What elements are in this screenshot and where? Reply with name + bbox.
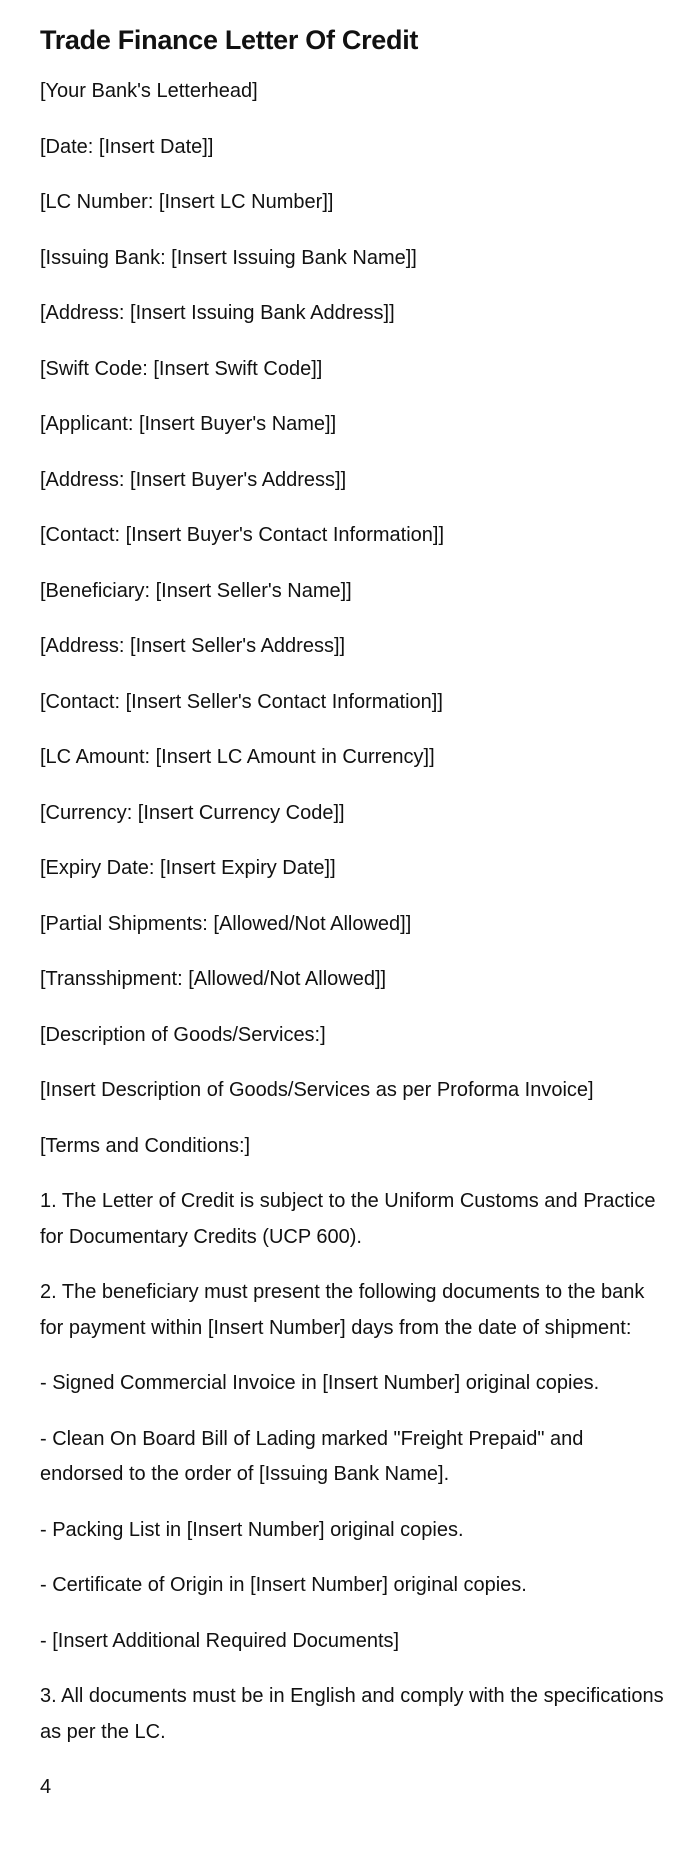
- term-2: 2. The beneficiary must present the following documents to the bank for payment within [Insert Number] days from the date of shipment:: [40, 1281, 645, 1339]
- letterhead-line: [Your Bank's Letterhead]: [40, 80, 258, 102]
- issuing-bank-line: [Issuing Bank: [Insert Issuing Bank Name]]: [40, 246, 417, 269]
- term-3: 3. All documents must be in English and comply with the specifications as per the LC.: [40, 1685, 664, 1743]
- issuing-bank-address-line: [Address: [Insert Issuing Bank Address]]: [40, 302, 395, 324]
- beneficiary-address-line: [Address: [Insert Seller's Address]]: [40, 635, 346, 657]
- document-item-packing-list: - Packing List in [Insert Number] original copies.: [40, 1518, 464, 1541]
- applicant-line: [Applicant: [Insert Buyer's Name]]: [40, 413, 337, 435]
- beneficiary-line: [Beneficiary: [Insert Seller's Name]]: [40, 579, 352, 602]
- term-1: 1. The Letter of Credit is subject to the Uniform Customs and Practice for Documentary Credits (UCP 600).: [40, 1190, 656, 1248]
- page-number: 4: [40, 1776, 52, 1798]
- applicant-address-line: [Address: [Insert Buyer's Address]]: [40, 468, 347, 491]
- document-item-additional: - [Insert Additional Required Documents]: [40, 1629, 400, 1652]
- document-page: [40, 20, 665, 1805]
- lc-number-line: [LC Number: [Insert LC Number]]: [40, 191, 334, 213]
- goods-description-heading: [Description of Goods/Services:]: [40, 1023, 326, 1046]
- beneficiary-contact-line: [Contact: [Insert Seller's Contact Information]]: [40, 690, 443, 713]
- goods-description-line: [Insert Description of Goods/Services as per Proforma Invoice]: [40, 1079, 594, 1101]
- terms-heading: [Terms and Conditions:]: [40, 1134, 251, 1157]
- expiry-date-line: [Expiry Date: [Insert Expiry Date]]: [40, 857, 336, 879]
- swift-code-line: [Swift Code: [Insert Swift Code]]: [40, 357, 323, 380]
- date-line: [Date: [Insert Date]]: [40, 135, 214, 158]
- document-item-bill-of-lading: - Clean On Board Bill of Lading marked "Freight Prepaid" and endorsed to the order of [Issuing Bank Name].: [40, 1427, 584, 1485]
- partial-shipments-line: [Partial Shipments: [Allowed/Not Allowed]]: [40, 912, 412, 935]
- document-item-invoice: - Signed Commercial Invoice in [Insert Number] original copies.: [40, 1372, 600, 1394]
- document-item-certificate-of-origin: - Certificate of Origin in [Insert Number] original copies.: [40, 1574, 527, 1596]
- applicant-contact-line: [Contact: [Insert Buyer's Contact Information]]: [40, 524, 444, 546]
- document-title: Trade Finance Letter Of Credit: [40, 25, 419, 55]
- transshipment-line: [Transshipment: [Allowed/Not Allowed]]: [40, 968, 387, 990]
- lc-amount-line: [LC Amount: [Insert LC Amount in Currency]]: [40, 746, 435, 768]
- currency-line: [Currency: [Insert Currency Code]]: [40, 801, 345, 824]
